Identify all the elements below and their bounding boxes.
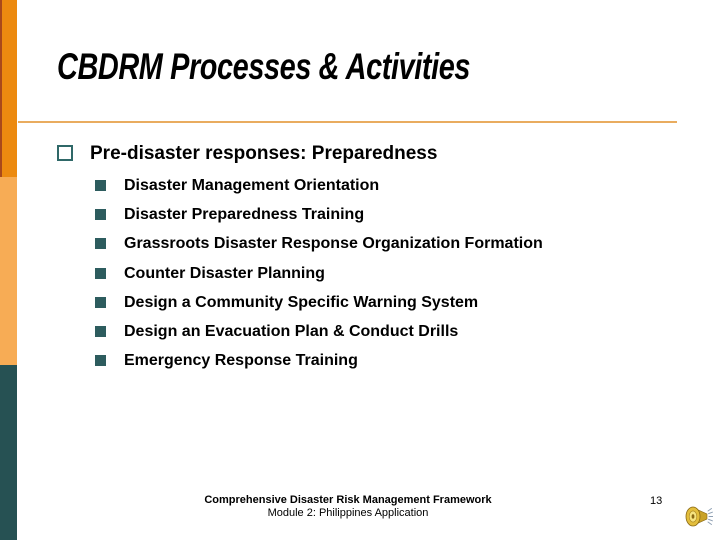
list-item [95, 322, 458, 351]
footer-title: Comprehensive Disaster Risk Management Framework [204, 494, 492, 506]
slide-footer [160, 494, 536, 519]
footer-subtitle: Module 2: Philippines Application [267, 507, 429, 519]
main-bullet-label: Pre-disaster responses: Preparedness [90, 143, 438, 164]
square-bullet-icon [95, 268, 106, 279]
square-bullet-icon [95, 238, 106, 249]
list-item-main [57, 142, 437, 165]
hollow-square-bullet-icon [57, 145, 73, 161]
sub-bullet-label: Disaster Preparedness Training [124, 206, 365, 223]
list-item [95, 234, 543, 263]
sub-bullet-label: Emergency Response Training [124, 352, 358, 369]
list-item [95, 293, 478, 322]
left-bar-segment-orange [0, 0, 17, 177]
title-divider-rule [18, 121, 677, 123]
left-bar-segment-light-orange [0, 177, 17, 365]
left-bar-segment-teal [0, 365, 17, 540]
list-item [95, 264, 325, 293]
sub-bullet-label: Grassroots Disaster Response Organization Formation [124, 235, 543, 252]
sub-bullet-label: Design an Evacuation Plan & Conduct Drills [124, 323, 459, 340]
list-item [95, 176, 379, 205]
square-bullet-icon [95, 209, 106, 220]
sub-bullet-label: Disaster Management Orientation [124, 177, 380, 194]
page-number: 13 [650, 495, 663, 507]
sound-speaker-icon[interactable] [683, 501, 713, 531]
square-bullet-icon [95, 297, 106, 308]
sub-bullet-label: Design a Community Specific Warning System [124, 294, 479, 311]
square-bullet-icon [95, 326, 106, 337]
page-title: CBDRM Processes & Activities [57, 46, 471, 87]
list-item [95, 351, 358, 380]
square-bullet-icon [95, 180, 106, 191]
list-item [95, 205, 364, 234]
square-bullet-icon [95, 355, 106, 366]
sub-bullet-label: Counter Disaster Planning [124, 265, 325, 282]
